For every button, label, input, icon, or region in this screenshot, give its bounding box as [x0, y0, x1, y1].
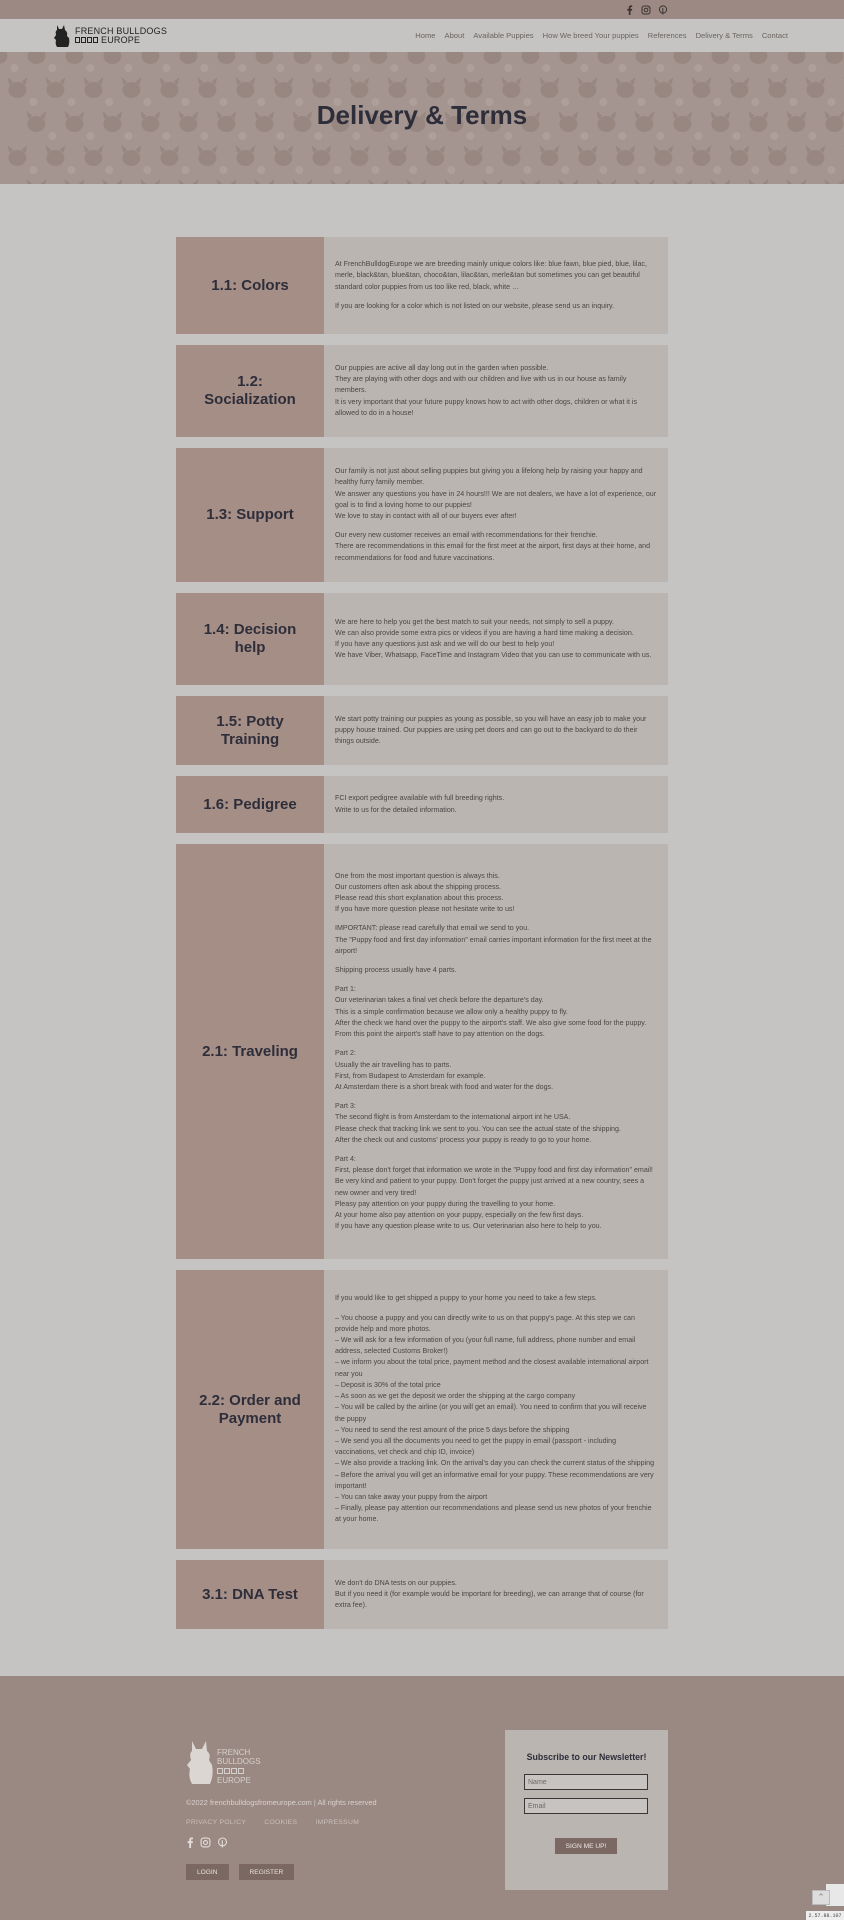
section-paragraph: We don't do DNA tests on our puppies. But if you need it (for example would be important for breeding), we can arrange that of course (for extra fee).: [335, 1578, 644, 1610]
pinterest-icon[interactable]: [217, 1837, 228, 1848]
section-paragraph: FCI export pedigree available with full breeding rights. Write to us for the detailed information.: [335, 794, 505, 814]
section-body: [324, 1560, 668, 1629]
terms-section: [176, 1560, 668, 1629]
footer-logo[interactable]: [186, 1739, 261, 1785]
main-nav: [415, 31, 788, 40]
section-paragraph: One from the most important question is always this. Our customers often ask about the shipping process. Please read this short explanation about this process. If you have more question please not hesitate write to us!: [335, 871, 515, 914]
sign-up-button[interactable]: SIGN ME UP!: [555, 1838, 617, 1854]
section-paragraph: Our puppies are active all day long out in the garden when possible. They are playing with other dogs and with our children and live with us in our house as family members. It is very important that your future puppy knows how to act with other dogs, children or what it is allowed to do in a house!: [335, 364, 638, 417]
site-logo[interactable]: [53, 24, 167, 48]
section-body: [324, 345, 668, 437]
section-title: 1.4: Decision help: [176, 593, 324, 685]
terms-section: [176, 593, 668, 685]
footer-account-buttons: [186, 1864, 294, 1880]
newsletter-email-input[interactable]: Email: [524, 1798, 648, 1814]
section-paragraph: Part 2: Usually the air travelling has to parts. First, from Budapest to Amsterdam for example. At Amsterdam there is a short break with food and water for the dogs.: [335, 1049, 554, 1091]
nav-item-delivery-terms[interactable]: Delivery & Terms: [695, 31, 753, 40]
section-title: 1.3: Support: [176, 448, 324, 582]
terms-section: [176, 776, 668, 833]
section-paragraph: Our every new customer receives an email with recommendations for their frenchie. There are recommendations in this email for the first meet at the airport, first days at their home, and recommendations for food and future vaccinations.: [335, 531, 651, 562]
section-paragraph: We are here to help you get the best match to suit your needs, not simply to sell a puppy. We can also provide some extra pics or videos if you are having a hard time making a decision. If you have any questions just ask and we will do our best to help you! We have Viber, Whatsapp, FaceTime and Instagram Video that you can use to communicate with us.: [335, 617, 652, 660]
section-paragraph: IMPORTANT: please read carefully that email we send to you. The "Puppy food and first day information" email carries important information for the first meet at the airport!: [335, 924, 652, 955]
section-paragraph: We start potty training our puppies as young as possible, so you will have an easy job to make your puppy house trained. Our puppies are using pet doors and can go out to the backyard to do their things outside.: [335, 714, 647, 746]
hero-banner: [0, 52, 844, 184]
terms-section: [176, 696, 668, 765]
footer-social: [186, 1837, 228, 1848]
chevron-up-icon: ⌃: [817, 1892, 825, 1902]
section-paragraph: If you would like to get shipped a puppy to your home you need to take a few steps.: [335, 1294, 597, 1303]
section-title: 2.1: Traveling: [176, 844, 324, 1259]
section-body: [324, 593, 668, 685]
facebook-icon[interactable]: [624, 5, 634, 15]
section-paragraph: Shipping process usually have 4 parts.: [335, 966, 457, 975]
section-body: [324, 448, 668, 582]
login-button[interactable]: LOGIN: [186, 1864, 229, 1880]
copyright-text: ©2022 frenchbulldogsfromeurope.com | All rights reserved: [186, 1798, 377, 1807]
section-title: 1.2: Socialization: [176, 345, 324, 437]
section-paragraph: At FrenchBulldogEurope we are breeding mainly unique colors like: blue fawn, blue pied, blue, lilac, merle, black&tan, blue&tan, choco&tan, lilac&tan, merle&tan but sometimes you can get beautiful standard color puppies from us too like red, black, white …: [335, 260, 647, 291]
section-paragraph: – You choose a puppy and you can directly write to us on that puppy's page. At this step we can provide help and more photos. – We will ask for a few information of you (your full name, full address, phone number and email address, selected Customs Broker!) – we inform you about the total price, payment method and the closest available international airport near you – Deposit is 30% of the total price – As soon as we get the deposit we order the shipping at the cargo company – You will be called by the airline (or you will get an email). You need to confirm that you will receive the puppy – You need to send the rest amount of the price 5 days before the shipping – We send you all the documents you need to get the puppy in email (passport - including vaccinations, vet check and chip ID, invoice) – We also provide a tracking link. On the arrival's day you can check the current status of the shipping – Before the arrival you will get an informative email for your puppy. These recommendations are very important! – You can take away your puppy from the airport – Finally, please pay attention our recommendations and please send us new photos of your frenchie at your home.: [335, 1313, 655, 1524]
logo-text-top: FRENCH BULLDOGS: [75, 25, 168, 36]
nav-item-contact[interactable]: Contact: [761, 31, 788, 40]
section-paragraph: Part 1: Our veterinarian takes a final vet check before the departure's day. This is a simple confirmation because we allow only a healthy puppy to fly. After the check we hand over the puppy to the airport's staff. We also give some food for the puppy. From this point the airport's staff have to pay attention on the dogs.: [335, 985, 647, 1039]
section-title: 2.2: Order and Payment: [176, 1270, 324, 1549]
terms-content: [0, 184, 844, 1629]
section-paragraph: Our family is not just about selling puppies but giving you a lifelong help by raising your happy and healthy furry family member. We answer any questions you have in 24 hours!!! We are not dealers, we have a lot of experience, our goal is to find a loving home to our puppies! We love to stay in contact with all of our buyers ever after!: [335, 467, 657, 520]
section-paragraph: Part 4: First, please don't forget that information we wrote in the "Puppy food and first day information" email! Be very kind and patient to your puppy. Don't forget the puppy just arrived at a new country, sees a new owner and very tired! Pleasy pay attention on your puppy during the travelling to your home. At your home also pay attention on your puppy, especially on the few first days. If you have any question please write to us. Our veterinarian also here to help to you.: [335, 1154, 653, 1231]
section-paragraph: Part 3: The second flight is from Amsterdam to the international airport int he USA. Please check that tracking link we sent to you. You can see the actual state of the shipping. After the check out and customs' process your puppy is ready to go to your home.: [335, 1102, 621, 1144]
site-footer: [0, 1676, 844, 1920]
privacy-policy-link[interactable]: PRIVACY POLICY: [186, 1819, 247, 1826]
section-body: [324, 237, 668, 334]
logo-text-bottom: EUROPE: [101, 34, 141, 45]
section-title: 1.6: Pedigree: [176, 776, 324, 833]
footer-links: [186, 1819, 359, 1826]
terms-section: [176, 345, 668, 437]
social-top-bar: [0, 0, 844, 19]
register-button[interactable]: REGISTER: [239, 1864, 295, 1880]
section-body: [324, 776, 668, 833]
nav-item-references[interactable]: References: [647, 31, 687, 40]
section-body: [324, 696, 668, 765]
bulldog-logo-icon: [186, 1739, 214, 1785]
section-paragraph: If you are looking for a color which is not listed on our website, please send us an inquiry.: [335, 301, 615, 310]
footer-logo-text-3: EUROPE: [217, 1776, 251, 1785]
nav-item-home[interactable]: Home: [415, 31, 436, 40]
impressum-link[interactable]: IMPRESSUM: [315, 1819, 360, 1826]
nav-item-available-puppies[interactable]: Available Puppies: [473, 31, 534, 40]
terms-section: [176, 448, 668, 582]
newsletter-box: [505, 1730, 668, 1890]
footer-logo-text-1: FRENCH: [217, 1748, 251, 1757]
section-title: 1.5: Potty Training: [176, 696, 324, 765]
status-label: 2.57.88.107: [806, 1911, 844, 1920]
newsletter-name-input[interactable]: Name: [524, 1774, 648, 1790]
terms-section: [176, 1270, 668, 1549]
terms-section: [176, 844, 668, 1259]
site-header: [0, 19, 844, 52]
terms-section: [176, 237, 668, 334]
nav-item-how-we-breed-your-puppies[interactable]: How We breed Your puppies: [542, 31, 639, 40]
pinterest-icon[interactable]: [658, 5, 668, 15]
instagram-icon[interactable]: [641, 5, 651, 15]
section-title: 1.1: Colors: [176, 237, 324, 334]
facebook-icon[interactable]: [186, 1837, 194, 1848]
cookies-link[interactable]: COOKIES: [264, 1819, 298, 1826]
newsletter-title: Subscribe to our Newsletter!: [526, 1752, 647, 1762]
bulldog-logo-icon: [53, 24, 71, 48]
footer-logo-text-2: BULLDOGS: [217, 1757, 261, 1766]
section-body: [324, 1270, 668, 1549]
section-title: 3.1: DNA Test: [176, 1560, 324, 1629]
nav-item-about[interactable]: About: [444, 31, 465, 40]
instagram-icon[interactable]: [200, 1837, 211, 1848]
scroll-to-top-button[interactable]: [812, 1890, 830, 1905]
section-body: [324, 844, 668, 1259]
page-title: Delivery & Terms: [316, 100, 528, 130]
